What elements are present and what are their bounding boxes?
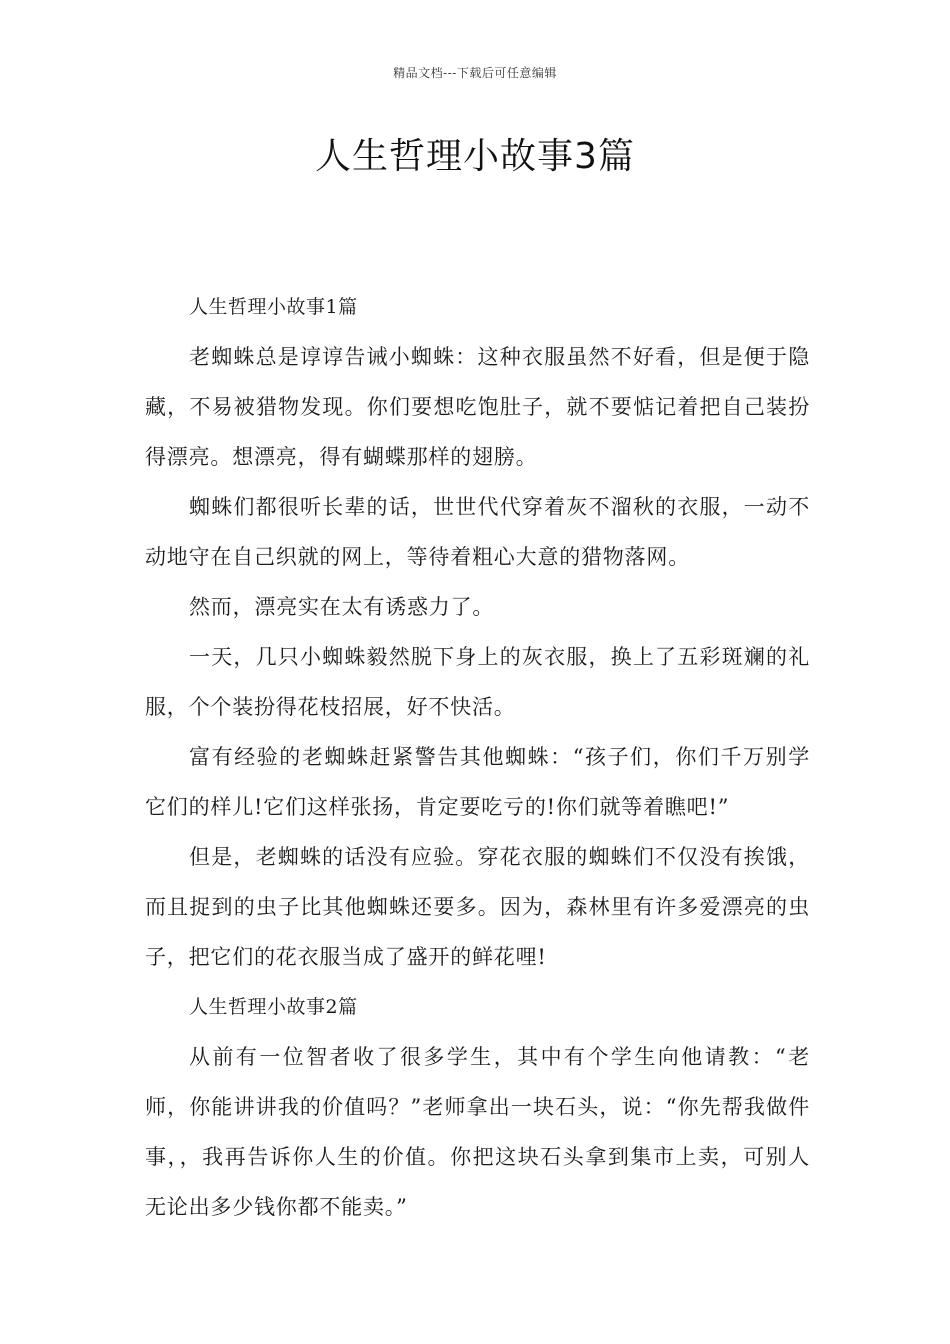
paragraph: 然而，漂亮实在太有诱惑力了。: [189, 595, 495, 619]
paragraph: 老蜘蛛总是谆谆告诫小蜘蛛：这种衣服虽然不好看，但是便于隐藏，不易被猎物发现。你们要想吃饱肚子，就不要惦记着把自己装扮得漂亮。想漂亮，得有蝴蝶那样的翅膀。: [145, 345, 810, 469]
document-title: 人生哲理小故事3篇: [315, 136, 635, 177]
paragraph: 但是，老蜘蛛的话没有应验。穿花衣服的蜘蛛们不仅没有挨饿，而且捉到的虫子比其他蜘蛛还要多。因为，森林里有许多爱漂亮的虫子，把它们的花衣服当成了盛开的鲜花哩!: [145, 845, 810, 969]
header-note: 精品文档---下载后可任意编辑: [393, 66, 557, 80]
document-body: [145, 282, 810, 1232]
paragraph: 富有经验的老蜘蛛赶紧警告其他蜘蛛：“孩子们，你们千万别学它们的样儿!它们这样张扬，肯定要吃亏的!你们就等着瞧吧!”: [145, 745, 810, 819]
paragraph: 一天，几只小蜘蛛毅然脱下身上的灰衣服，换上了五彩斑斓的礼服，个个装扮得花枝招展，好不快活。: [145, 645, 810, 719]
section-heading-1: 人生哲理小故事1篇: [189, 296, 358, 318]
paragraph: 蜘蛛们都很听长辈的话，世世代代穿着灰不溜秋的衣服，一动不动地守在自己织就的网上，等待着粗心大意的猎物落网。: [145, 495, 810, 569]
section-heading-2: 人生哲理小故事2篇: [189, 996, 358, 1018]
paragraph: 从前有一位智者收了很多学生，其中有个学生向他请教：“老师，你能讲讲我的价值吗？”老师拿出一块石头，说：“你先帮我做件事，，我再告诉你人生的价值。你把这块石头拿到集市上卖，可别人无论出多少钱你都不能卖。”: [145, 1045, 810, 1219]
